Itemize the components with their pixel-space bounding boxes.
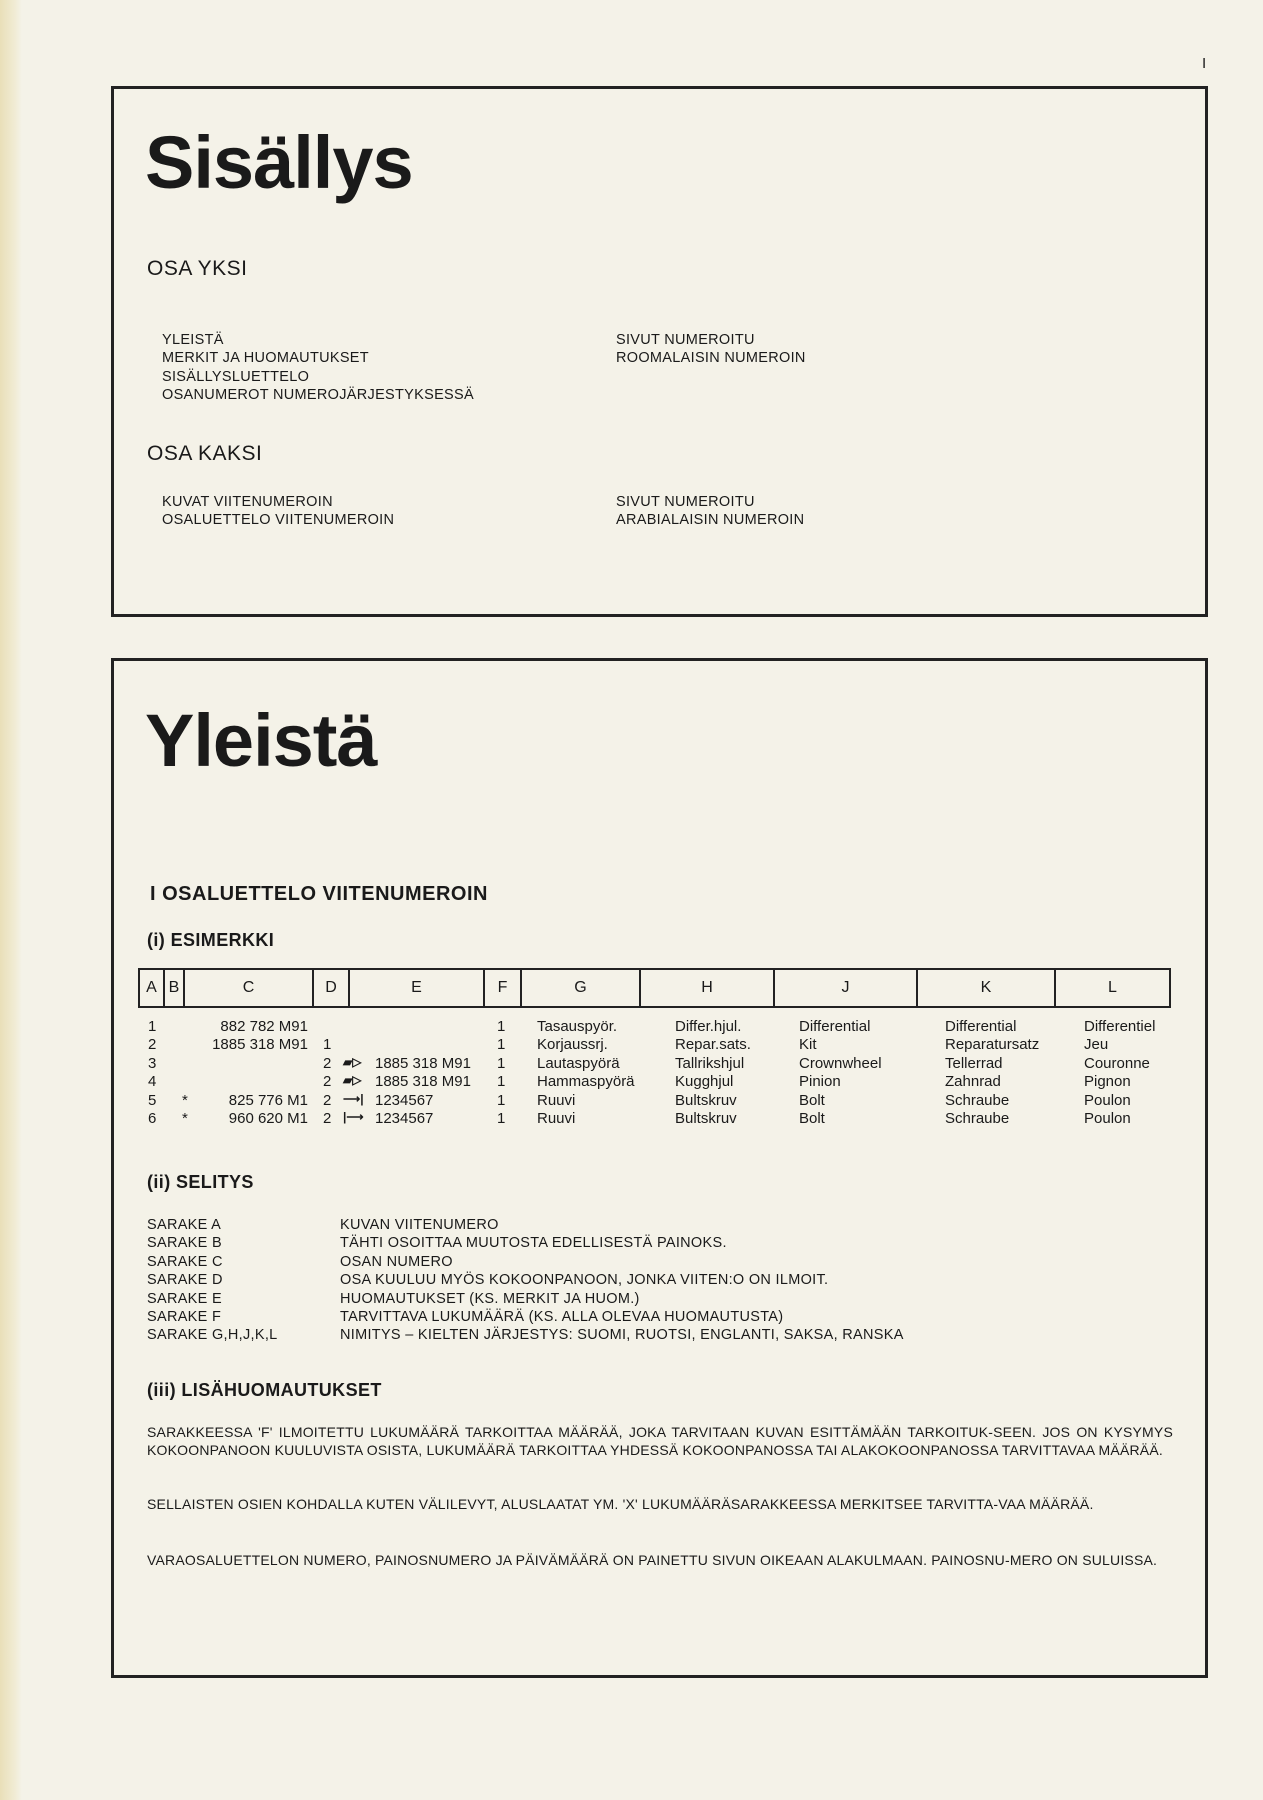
cell-f: 1 <box>497 1073 506 1091</box>
part1-left-list <box>162 331 474 405</box>
explanation-column: SARAKE D <box>147 1272 223 1289</box>
explanation-text: NIMITYS – KIELTEN JÄRJESTYS: SUOMI, RUOTSI, ENGLANTI, SAKSA, RANSKA <box>340 1327 904 1344</box>
cell-e: 1234567 <box>375 1091 434 1109</box>
general-box <box>111 658 1208 1678</box>
cell-k: Reparatursatz <box>945 1036 1040 1054</box>
column-header-j: J <box>773 968 916 1008</box>
explanation-text: HUOMAUTUKSET (KS. MERKIT JA HUOM.) <box>340 1290 640 1307</box>
explanation-text: OSAN NUMERO <box>340 1253 453 1270</box>
contents-item: OSANUMEROT NUMEROJÄRJESTYKSESSÄ <box>162 387 474 404</box>
explanation-text: OSA KUULUU MYÖS KOKOONPANOON, JONKA VIITEN:O ON ILMOIT. <box>340 1272 829 1289</box>
general-title: Yleistä <box>145 699 377 782</box>
cell-g: Lautaspyörä <box>537 1054 620 1072</box>
page-edge <box>0 0 22 1800</box>
example-heading: (i) ESIMERKKI <box>147 930 275 950</box>
cell-h: Bultskruv <box>675 1091 737 1109</box>
cell-a: 3 <box>148 1054 157 1072</box>
column-header-e: E <box>348 968 483 1008</box>
part1-right-list <box>616 331 806 368</box>
cell-f: 1 <box>497 1091 506 1109</box>
cell-k: Differential <box>945 1018 1017 1035</box>
column-header-f: F <box>483 968 520 1008</box>
cell-g: Hammaspyörä <box>537 1073 635 1091</box>
cell-b: * <box>182 1091 188 1109</box>
contents-item: OSALUETTELO VIITENUMEROIN <box>162 512 395 529</box>
part2-left-list <box>162 493 394 530</box>
cell-h: Repar.sats. <box>675 1036 751 1054</box>
part2-right-list <box>616 493 804 530</box>
contents-note: ROOMALAISIN NUMEROIN <box>616 350 806 367</box>
note-paragraph: SARAKKEESSA 'F' ILMOITETTU LUKUMÄÄRÄ TARKOITTAA MÄÄRÄÄ, JOKA TARVITAAN KUVAN ESITTÄMÄÄN TARKOITUK-SEEN. JOS ON KYSYMYS KOKOONPANOON KUULUVISTA OSISTA, LUKUMÄÄRÄ TARKOITTAA YHDESSÄ KOKOONPANOSSA TAI ALAKOKOONPANOSSA TARVITTAVAA MÄÄRÄÄ. <box>147 1424 1173 1459</box>
section-heading: I OSALUETTELO VIITENUMEROIN <box>150 883 488 905</box>
cell-l: Pignon <box>1084 1073 1131 1091</box>
cell-g: Ruuvi <box>537 1091 576 1109</box>
page-number: I <box>1202 55 1207 72</box>
cell-h: Differ.hjul. <box>675 1018 742 1035</box>
contents-item: KUVAT VIITENUMEROIN <box>162 494 333 510</box>
column-header-h: H <box>639 968 773 1008</box>
cell-d: 2 <box>323 1091 332 1109</box>
cell-l: Couronne <box>1084 1054 1150 1072</box>
cell-l: Poulon <box>1084 1091 1131 1109</box>
cell-f: 1 <box>497 1054 506 1072</box>
contents-item: MERKIT JA HUOMAUTUKSET <box>162 350 369 367</box>
cell-l: Poulon <box>1084 1110 1131 1127</box>
cell-f: 1 <box>497 1018 506 1035</box>
explanation-column: SARAKE E <box>147 1290 222 1307</box>
cell-a: 2 <box>148 1036 157 1054</box>
cell-e: 1885 318 M91 <box>375 1073 471 1091</box>
explanation-heading: (ii) SELITYS <box>147 1172 254 1192</box>
part1-heading: OSA YKSI <box>147 257 248 280</box>
explanation-text: TARVITTAVA LUKUMÄÄRÄ (KS. ALLA OLEVAA HUOMAUTUSTA) <box>340 1309 784 1325</box>
cell-k: Tellerrad <box>945 1054 1003 1072</box>
contents-title: Sisällys <box>145 121 413 204</box>
cell-k: Zahnrad <box>945 1073 1001 1091</box>
cell-c: 960 620 M1 <box>228 1110 308 1127</box>
cell-g: Ruuvi <box>537 1110 576 1127</box>
arrow-from-bar-icon: |⟶ <box>343 1110 364 1124</box>
note-paragraph: VARAOSALUETTELON NUMERO, PAINOSNUMERO JA PÄIVÄMÄÄRÄ ON PAINETTU SIVUN OIKEAAN ALAKULMAAN. PAINOSNU-MERO ON SULUISSA. <box>147 1552 1158 1568</box>
kit-pointer-icon: ▰▷ <box>343 1054 362 1069</box>
kit-pointer-icon: ▰▷ <box>343 1073 362 1088</box>
cell-a: 1 <box>148 1018 157 1035</box>
cell-l: Jeu <box>1084 1036 1109 1054</box>
cell-b: * <box>182 1110 188 1127</box>
cell-f: 1 <box>497 1110 506 1127</box>
contents-item: YLEISTÄ <box>162 332 224 348</box>
cell-h: Bultskruv <box>675 1110 737 1127</box>
cell-a: 5 <box>148 1091 157 1109</box>
cell-c: 825 776 M1 <box>228 1091 308 1109</box>
cell-a: 4 <box>148 1073 157 1091</box>
cell-d: 1 <box>323 1036 332 1054</box>
cell-f: 1 <box>497 1036 506 1054</box>
cell-d: 2 <box>323 1073 332 1091</box>
cell-h: Tallrikshjul <box>675 1054 745 1072</box>
column-header-g: G <box>520 968 639 1008</box>
cell-j: Differential <box>799 1018 871 1035</box>
cell-g: Korjaussrj. <box>537 1036 608 1054</box>
contents-item: SISÄLLYSLUETTELO <box>162 368 310 385</box>
cell-j: Bolt <box>799 1110 825 1127</box>
explanation-text: TÄHTI OSOITTAA MUUTOSTA EDELLISESTÄ PAINOKS. <box>340 1235 727 1252</box>
cell-c: 1885 318 M91 <box>212 1036 308 1054</box>
column-header-a: A <box>138 968 163 1008</box>
cell-e: 1885 318 M91 <box>375 1054 471 1072</box>
cell-g: Tasauspyör. <box>537 1018 618 1035</box>
cell-a: 6 <box>148 1110 157 1127</box>
part2-heading: OSA KAKSI <box>147 442 263 465</box>
cell-h: Kugghjul <box>675 1073 734 1091</box>
cell-c: 882 782 M91 <box>220 1018 308 1035</box>
column-header-d: D <box>312 968 348 1008</box>
explanation-column: SARAKE B <box>147 1235 222 1252</box>
cell-j: Bolt <box>799 1091 825 1109</box>
explanation-column: SARAKE F <box>147 1309 222 1325</box>
cell-e: 1234567 <box>375 1110 434 1127</box>
explanation-column: SARAKE G,H,J,K,L <box>147 1327 278 1344</box>
note-paragraph: SELLAISTEN OSIEN KOHDALLA KUTEN VÄLILEVYT, ALUSLAATAT YM. 'X' LUKUMÄÄRÄSARAKKEESSA MERKITSEE TARVITTA-VAA MÄÄRÄÄ. <box>147 1496 1094 1512</box>
cell-l: Differentiel <box>1084 1018 1156 1035</box>
cell-j: Crownwheel <box>799 1054 882 1072</box>
notes-heading: (iii) LISÄHUOMAUTUKSET <box>147 1380 382 1400</box>
cell-k: Schraube <box>945 1091 1010 1109</box>
column-header-b: B <box>163 968 183 1008</box>
contents-note: SIVUT NUMEROITU <box>616 332 755 348</box>
column-header-l: L <box>1054 968 1171 1008</box>
explanation-text: KUVAN VIITENUMERO <box>340 1217 499 1233</box>
cell-j: Pinion <box>799 1073 841 1091</box>
contents-note: SIVUT NUMEROITU <box>616 494 755 510</box>
contents-note: ARABIALAISIN NUMEROIN <box>616 512 805 529</box>
column-header-c: C <box>183 968 312 1008</box>
arrow-to-bar-icon: ⟶| <box>343 1091 364 1106</box>
cell-j: Kit <box>799 1036 817 1054</box>
cell-d: 2 <box>323 1110 332 1127</box>
column-header-k: K <box>916 968 1054 1008</box>
cell-d: 2 <box>323 1054 332 1072</box>
explanation-column: SARAKE A <box>147 1217 222 1233</box>
explanation-column: SARAKE C <box>147 1253 223 1270</box>
cell-k: Schraube <box>945 1110 1010 1127</box>
